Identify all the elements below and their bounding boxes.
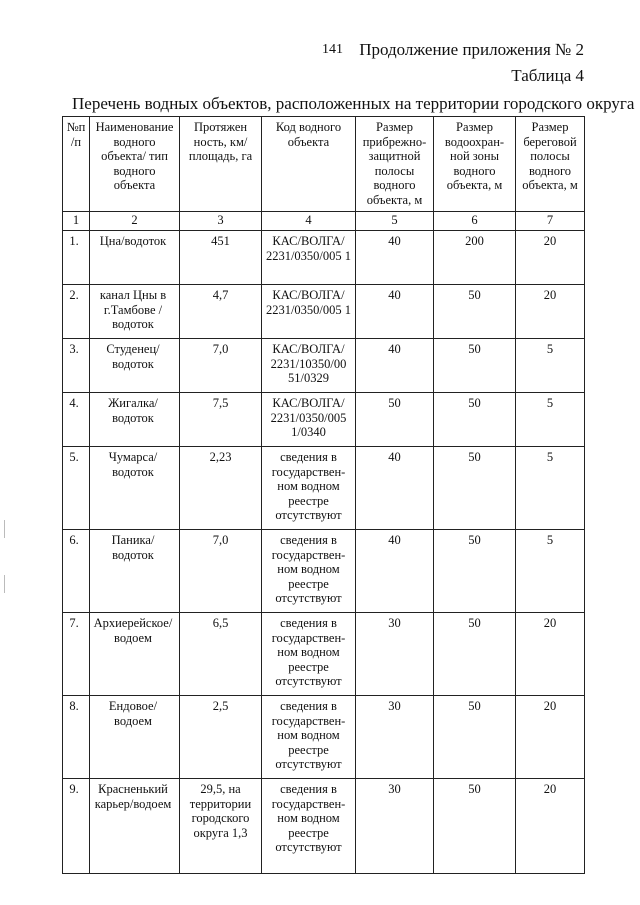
water-object-code: сведения в государствен-ном водном реестре отсутствуют — [262, 696, 356, 779]
protective-strip-size: 40 — [356, 285, 434, 339]
column-numbers-row — [63, 212, 585, 231]
water-object-code: КАС/ВОЛГА/ 2231/0350/005 1 — [262, 285, 356, 339]
protective-strip-size: 50 — [356, 393, 434, 447]
length-area: 2,5 — [180, 696, 262, 779]
table-row — [63, 696, 585, 779]
length-area: 7,5 — [180, 393, 262, 447]
header-number: №п /п — [63, 117, 90, 212]
water-object-code: сведения в государствен-ном водном реестре отсутствуют — [262, 779, 356, 874]
length-area: 451 — [180, 231, 262, 285]
water-object-code: сведения в государствен-ном водном реестре отсутствуют — [262, 613, 356, 696]
water-object-code: КАС/ВОЛГА/ 2231/0350/005 1 — [262, 231, 356, 285]
header-code: Код водного объекта — [262, 117, 356, 212]
water-protection-zone-size: 50 — [434, 339, 516, 393]
water-protection-zone-size: 200 — [434, 231, 516, 285]
table-row — [63, 779, 585, 874]
row-number: 8. — [63, 696, 90, 779]
water-protection-zone-size: 50 — [434, 393, 516, 447]
water-object-name: Ендовое/ водоем — [90, 696, 180, 779]
water-object-name: Студенец/ водоток — [90, 339, 180, 393]
water-objects-table — [62, 116, 585, 874]
row-number: 2. — [63, 285, 90, 339]
column-number: 5 — [356, 212, 434, 231]
protective-strip-size: 30 — [356, 613, 434, 696]
table-title: Перечень водных объектов, расположенных на территории городского округа — [72, 94, 635, 113]
water-object-name: Паника/ водоток — [90, 530, 180, 613]
row-number: 4. — [63, 393, 90, 447]
row-number: 9. — [63, 779, 90, 874]
length-area: 6,5 — [180, 613, 262, 696]
water-object-code: КАС/ВОЛГА/ 2231/0350/005 1/0340 — [262, 393, 356, 447]
table-row — [63, 447, 585, 530]
water-object-name: Жигалка/ водоток — [90, 393, 180, 447]
header-protective-strip: Размер прибрежно-защитной полосы водного объекта, м — [356, 117, 434, 212]
water-object-code: сведения в государствен-ном водном реестре отсутствуют — [262, 530, 356, 613]
water-object-name: Архиерейское/ водоем — [90, 613, 180, 696]
shore-strip-size: 5 — [516, 530, 585, 613]
water-object-name: канал Цны в г.Тамбове /водоток — [90, 285, 180, 339]
row-number: 5. — [63, 447, 90, 530]
protective-strip-size: 40 — [356, 447, 434, 530]
water-object-name: Цна/водоток — [90, 231, 180, 285]
water-object-code: КАС/ВОЛГА/ 2231/10350/00 51/0329 — [262, 339, 356, 393]
table-row — [63, 285, 585, 339]
water-protection-zone-size: 50 — [434, 613, 516, 696]
water-object-name: Красненький карьер/водоем — [90, 779, 180, 874]
row-number: 7. — [63, 613, 90, 696]
shore-strip-size: 20 — [516, 779, 585, 874]
water-object-name: Чумарса/ водоток — [90, 447, 180, 530]
column-number: 1 — [63, 212, 90, 231]
shore-strip-size: 5 — [516, 339, 585, 393]
shore-strip-size: 20 — [516, 613, 585, 696]
water-protection-zone-size: 50 — [434, 447, 516, 530]
row-number: 6. — [63, 530, 90, 613]
water-protection-zone-size: 50 — [434, 696, 516, 779]
column-number: 6 — [434, 212, 516, 231]
table-row — [63, 231, 585, 285]
water-protection-zone-size: 50 — [434, 779, 516, 874]
row-number: 1. — [63, 231, 90, 285]
length-area: 29,5, на территории городского округа 1,3 — [180, 779, 262, 874]
appendix-continuation: Продолжение приложения № 2 — [359, 40, 584, 59]
table-header-row — [63, 117, 585, 212]
scan-artifact — [4, 575, 5, 593]
length-area: 7,0 — [180, 530, 262, 613]
table-row — [63, 530, 585, 613]
header-name: Наименование водного объекта/ тип водного объекта — [90, 117, 180, 212]
water-protection-zone-size: 50 — [434, 285, 516, 339]
shore-strip-size: 20 — [516, 285, 585, 339]
column-number: 7 — [516, 212, 585, 231]
protective-strip-size: 40 — [356, 231, 434, 285]
protective-strip-size: 30 — [356, 696, 434, 779]
header-length: Протяжен ность, км/ площадь, га — [180, 117, 262, 212]
row-number: 3. — [63, 339, 90, 393]
length-area: 7,0 — [180, 339, 262, 393]
page-number: 141 — [322, 42, 343, 57]
column-number: 4 — [262, 212, 356, 231]
protective-strip-size: 40 — [356, 339, 434, 393]
shore-strip-size: 20 — [516, 231, 585, 285]
protective-strip-size: 40 — [356, 530, 434, 613]
scan-artifact — [4, 520, 5, 538]
table-row — [63, 339, 585, 393]
length-area: 4,7 — [180, 285, 262, 339]
column-number: 3 — [180, 212, 262, 231]
shore-strip-size: 5 — [516, 393, 585, 447]
table-row — [63, 393, 585, 447]
water-object-code: сведения в государствен-ном водном реестре отсутствуют — [262, 447, 356, 530]
length-area: 2,23 — [180, 447, 262, 530]
header-shore-strip: Размер береговой полосы водного объекта, м — [516, 117, 585, 212]
table-row — [63, 613, 585, 696]
water-protection-zone-size: 50 — [434, 530, 516, 613]
shore-strip-size: 5 — [516, 447, 585, 530]
column-number: 2 — [90, 212, 180, 231]
table-label: Таблица 4 — [511, 66, 584, 85]
header-water-protection-zone: Размер водоохран-ной зоны водного объекта, м — [434, 117, 516, 212]
shore-strip-size: 20 — [516, 696, 585, 779]
protective-strip-size: 30 — [356, 779, 434, 874]
